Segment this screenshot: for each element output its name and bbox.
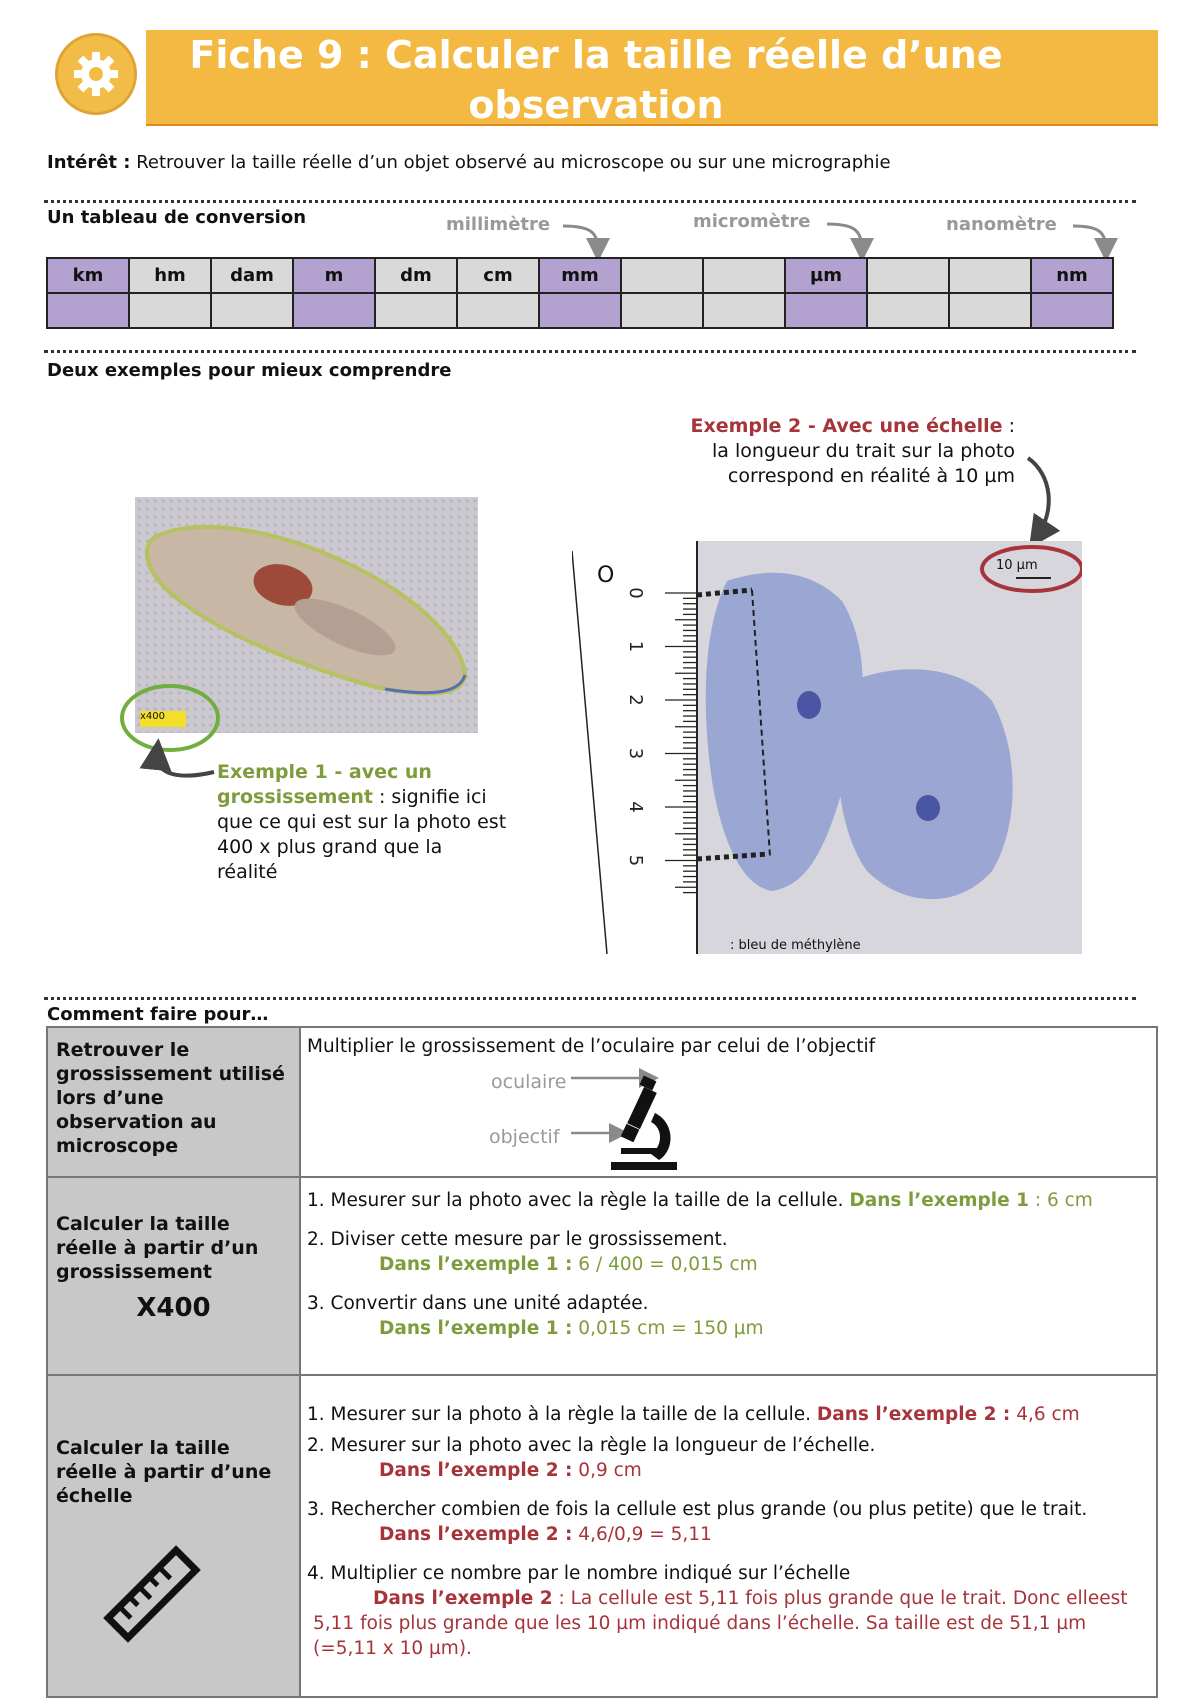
example1-title: Exemple 1 - avec un grossissement — [217, 761, 432, 808]
ruler-number: 5 — [625, 854, 646, 867]
example2-caption — [610, 414, 1015, 489]
ruler-number: 2 — [625, 694, 646, 706]
method-row3-header — [47, 1375, 300, 1697]
oculaire-label: oculaire — [491, 1071, 567, 1093]
method-row-grossissement-calc — [47, 1177, 1157, 1375]
row2-step2: 2. Diviser cette mesure par le grossissement. — [307, 1229, 728, 1250]
cheek-cells-micrograph — [572, 541, 1082, 954]
row2-step3-example: Dans l’exemple 1 : — [379, 1318, 573, 1339]
method-row3-label: Calculer la taille réelle à partir d’une échelle — [56, 1437, 272, 1507]
ruler-number: 3 — [625, 747, 646, 760]
label-millimetre: millimètre — [446, 214, 551, 235]
unit-cell: m — [293, 258, 375, 293]
ruler-number: 0 — [625, 587, 646, 599]
row3-step2: 2. Mesurer sur la photo avec la règle la longueur de l’échelle. — [307, 1435, 876, 1456]
ruler-number: 4 — [625, 801, 646, 813]
row3-step3-example: Dans l’exemple 2 : — [379, 1524, 573, 1545]
unit-cell: dm — [375, 258, 457, 293]
method-row2-label: Calculer la taille réelle à partir d’un grossissement — [56, 1213, 259, 1283]
unit-cell: dam — [211, 258, 293, 293]
row3-step1-example: Dans l’exemple 2 : — [816, 1404, 1011, 1425]
row2-step1-value: : 6 cm — [1028, 1190, 1093, 1211]
method-table — [46, 1026, 1158, 1698]
unit-cell: cm — [457, 258, 539, 293]
stain-label: : bleu de méthylène — [730, 938, 861, 953]
ruler-number: 1 — [625, 640, 646, 653]
method-title: Comment faire pour… — [47, 1004, 269, 1025]
row2-step1: 1. Mesurer sur la photo avec la règle la taille de la cellule. — [307, 1190, 850, 1211]
unit-cell: km — [47, 258, 129, 293]
unit-cell: hm — [129, 258, 211, 293]
unit-cell: mm — [539, 258, 621, 293]
method-row1-content — [300, 1027, 1157, 1177]
unit-cell: nm — [1031, 258, 1113, 293]
method-row2-header — [47, 1177, 300, 1375]
example2-colon: : — [1002, 415, 1015, 437]
divider — [44, 997, 1136, 1000]
row3-step4-value: : La cellule est 5,11 fois plus grande que le trait. Donc elleest 5,11 fois plus grande que les 10 µm indiqué dans l’échelle. Sa taille est de 51,1 µm (=5,11 x 10 µm). — [313, 1588, 1128, 1659]
row2-step1-example: Dans l’exemple 1 — [849, 1190, 1029, 1211]
row3-step1: 1. Mesurer sur la photo à la règle la taille de la cellule. — [307, 1404, 817, 1425]
row3-step3: 3. Rechercher combien de fois la cellule est plus grande (ou plus petite) que le trait. — [307, 1499, 1088, 1520]
example2-title: Exemple 2 - Avec une échelle — [690, 415, 1003, 437]
intro-label: Intérêt : — [47, 152, 131, 173]
microscope-icon — [571, 1068, 691, 1172]
page-title: Fiche 9 : Calculer la taille réelle d’une observation — [189, 33, 1003, 127]
row3-step4: 4. Multiplier ce nombre par le nombre indiqué sur l’échelle — [307, 1563, 851, 1584]
row2-step2-value: 6 / 400 = 0,015 cm — [572, 1254, 758, 1275]
label-micrometre: micromètre — [693, 211, 811, 232]
label-nanometre: nanomètre — [946, 214, 1057, 235]
scale-bar-label: 10 µm — [996, 558, 1038, 573]
method-row-echelle — [47, 1375, 1157, 1697]
row2-step2-example: Dans l’exemple 1 : — [379, 1254, 573, 1275]
method-row3-content — [300, 1375, 1157, 1697]
row2-step3-value: 0,015 cm = 150 µm — [572, 1318, 764, 1339]
objectif-label: objectif — [489, 1126, 560, 1148]
intro-text: Retrouver la taille réelle d’un objet observé au microscope ou sur une micrographie — [130, 152, 891, 173]
method-row1-header — [47, 1027, 300, 1177]
row3-step2-example: Dans l’exemple 2 : — [379, 1460, 573, 1481]
example2-text-line1: la longueur du trait sur la photo — [712, 440, 1015, 462]
row3-step2-value: 0,9 cm — [572, 1460, 642, 1481]
ruler-icon — [102, 1544, 202, 1644]
method-row1-label: Retrouver le grossissement utilisé lors d’une observation au microscope — [56, 1039, 285, 1157]
unit-cell: µm — [785, 258, 867, 293]
row2-step3: 3. Convertir dans une unité adaptée. — [307, 1293, 649, 1314]
conversion-title: Un tableau de conversion — [47, 207, 307, 228]
method-row2-content — [300, 1177, 1157, 1375]
ruler-top-mark: O — [597, 563, 615, 588]
example1-caption — [217, 760, 507, 885]
example2-text-line2: correspond en réalité à 10 µm — [727, 465, 1015, 487]
example1-text: : signifie ici que ce qui est sur la photo est 400 x plus grand que la réalité — [217, 786, 507, 883]
row3-step1-value: 4,6 cm — [1010, 1404, 1080, 1425]
examples-title: Deux exemples pour mieux comprendre — [47, 360, 452, 381]
method-row1-text: Multiplier le grossissement de l’oculaire par celui de l’objectif — [307, 1036, 876, 1057]
magnification-badge: x400 — [140, 711, 166, 722]
magnification-big-label: X400 — [136, 1293, 211, 1323]
method-row-grossissement — [47, 1027, 1157, 1177]
row3-step4-example: Dans l’exemple 2 — [373, 1588, 553, 1609]
row3-step3-value: 4,6/0,9 = 5,11 — [572, 1524, 712, 1545]
